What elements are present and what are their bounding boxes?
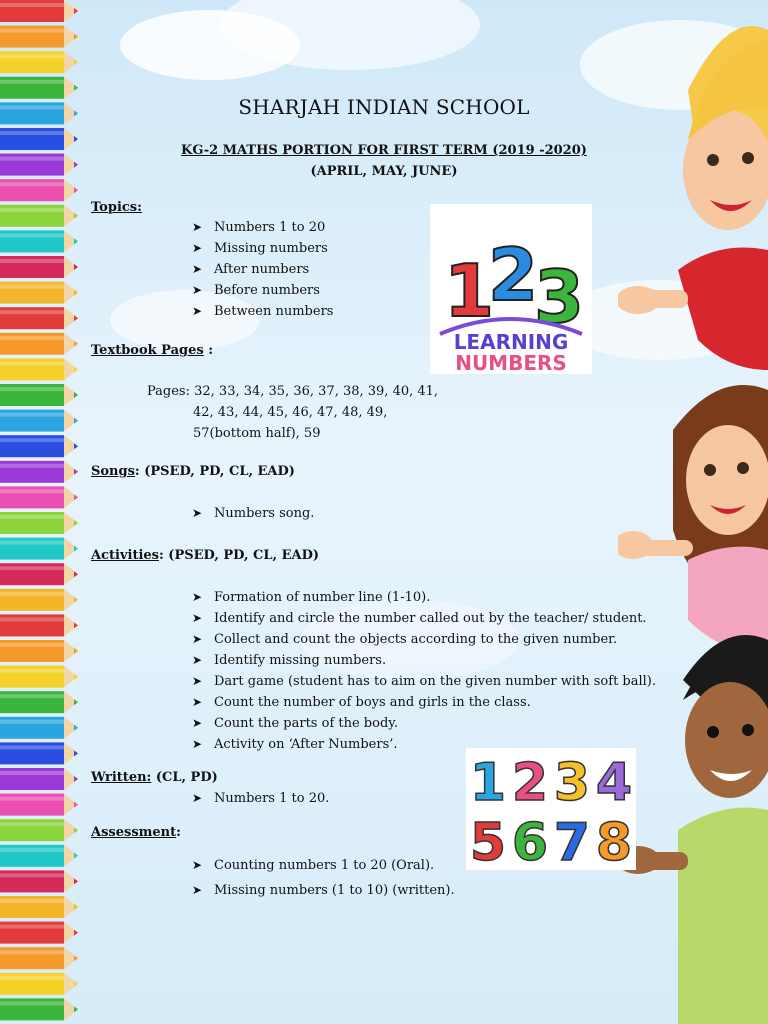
term-months: (APRIL, MAY, JUNE) (310, 164, 458, 179)
badge-digit: 7 (553, 813, 591, 870)
written-item: ➤ Numbers 1 to 20. (192, 791, 330, 806)
badge-digit: 4 (595, 753, 633, 813)
badge-digit: 3 (553, 753, 591, 813)
badge-digit: 2 (488, 233, 539, 317)
arrowhead-bullet-icon: ➤ (192, 653, 203, 667)
arrowhead-bullet-icon: ➤ (192, 262, 203, 276)
activities-item: ➤ Formation of number line (1-10). (192, 590, 431, 605)
learning-numbers-badge (430, 204, 592, 374)
topics-item: ➤ Before numbers (192, 283, 320, 298)
activities-item: ➤ Dart game (student has to aim on the given number with soft ball). (192, 674, 657, 689)
digits-badge (466, 748, 636, 870)
badge-digit: 2 (511, 753, 549, 813)
badge-line2: NUMBERS (455, 351, 567, 374)
textbook-heading: Textbook Pages : (91, 343, 214, 358)
arrowhead-bullet-icon: ➤ (192, 220, 203, 234)
school-name: SHARJAH INDIAN SCHOOL (238, 95, 530, 119)
arrowhead-bullet-icon: ➤ (192, 611, 203, 625)
arrowhead-bullet-icon: ➤ (192, 716, 203, 730)
arrowhead-bullet-icon: ➤ (192, 791, 203, 805)
activities-item: ➤ Identify and circle the number called out by the teacher/ student. (192, 611, 647, 626)
topics-item: ➤ Missing numbers (192, 241, 328, 256)
badge-digit: 5 (469, 813, 507, 870)
topics-item: ➤ Between numbers (192, 304, 334, 319)
arrowhead-bullet-icon: ➤ (192, 304, 203, 318)
arrowhead-bullet-icon: ➤ (192, 241, 203, 255)
arrowhead-bullet-icon: ➤ (192, 737, 203, 751)
arrowhead-bullet-icon: ➤ (192, 632, 203, 646)
badge-digit: 1 (444, 249, 495, 333)
topics-item: ➤ After numbers (192, 262, 310, 277)
activities-item: ➤ Collect and count the objects according to the given number. (192, 632, 618, 647)
arrowhead-bullet-icon: ➤ (192, 674, 203, 688)
activities-item: ➤ Activity on ‘After Numbers’. (192, 737, 398, 752)
badge-digit: 1 (469, 753, 507, 813)
portion-title: KG-2 MATHS PORTION FOR FIRST TERM (2019 -2020) (181, 143, 587, 158)
arrowhead-bullet-icon: ➤ (192, 506, 203, 520)
written-heading: Written: (CL, PD) (91, 770, 218, 785)
activities-heading: Activities: (PSED, PD, CL, EAD) (91, 548, 319, 563)
badge-digit: 8 (595, 813, 633, 870)
pages-line-1: Pages: 32, 33, 34, 35, 36, 37, 38, 39, 40, 41, (147, 384, 439, 399)
topics-item: ➤ Numbers 1 to 20 (192, 220, 326, 235)
arrowhead-bullet-icon: ➤ (192, 283, 203, 297)
arrowhead-bullet-icon: ➤ (192, 858, 203, 872)
assessment-item: ➤ Counting numbers 1 to 20 (Oral). (192, 858, 435, 873)
pages-line-2: 42, 43, 44, 45, 46, 47, 48, 49, (193, 405, 388, 420)
arrowhead-bullet-icon: ➤ (192, 883, 203, 897)
assessment-item: ➤ Missing numbers (1 to 10) (written). (192, 883, 455, 898)
topics-heading: Topics: (91, 200, 142, 215)
activities-item: ➤ Count the parts of the body. (192, 716, 399, 731)
assessment-heading: Assessment: (91, 825, 181, 840)
pages-line-3: 57(bottom half), 59 (193, 426, 321, 441)
activities-item: ➤ Identify missing numbers. (192, 653, 387, 668)
activities-item: ➤ Count the number of boys and girls in the class. (192, 695, 531, 710)
songs-heading: Songs: (PSED, PD, CL, EAD) (91, 464, 295, 479)
arrowhead-bullet-icon: ➤ (192, 590, 203, 604)
arrowhead-bullet-icon: ➤ (192, 695, 203, 709)
badge-digit: 6 (511, 813, 549, 870)
badge-line1: LEARNING (453, 330, 569, 354)
badge-digit: 3 (534, 255, 585, 339)
songs-item: ➤ Numbers song. (192, 506, 315, 521)
